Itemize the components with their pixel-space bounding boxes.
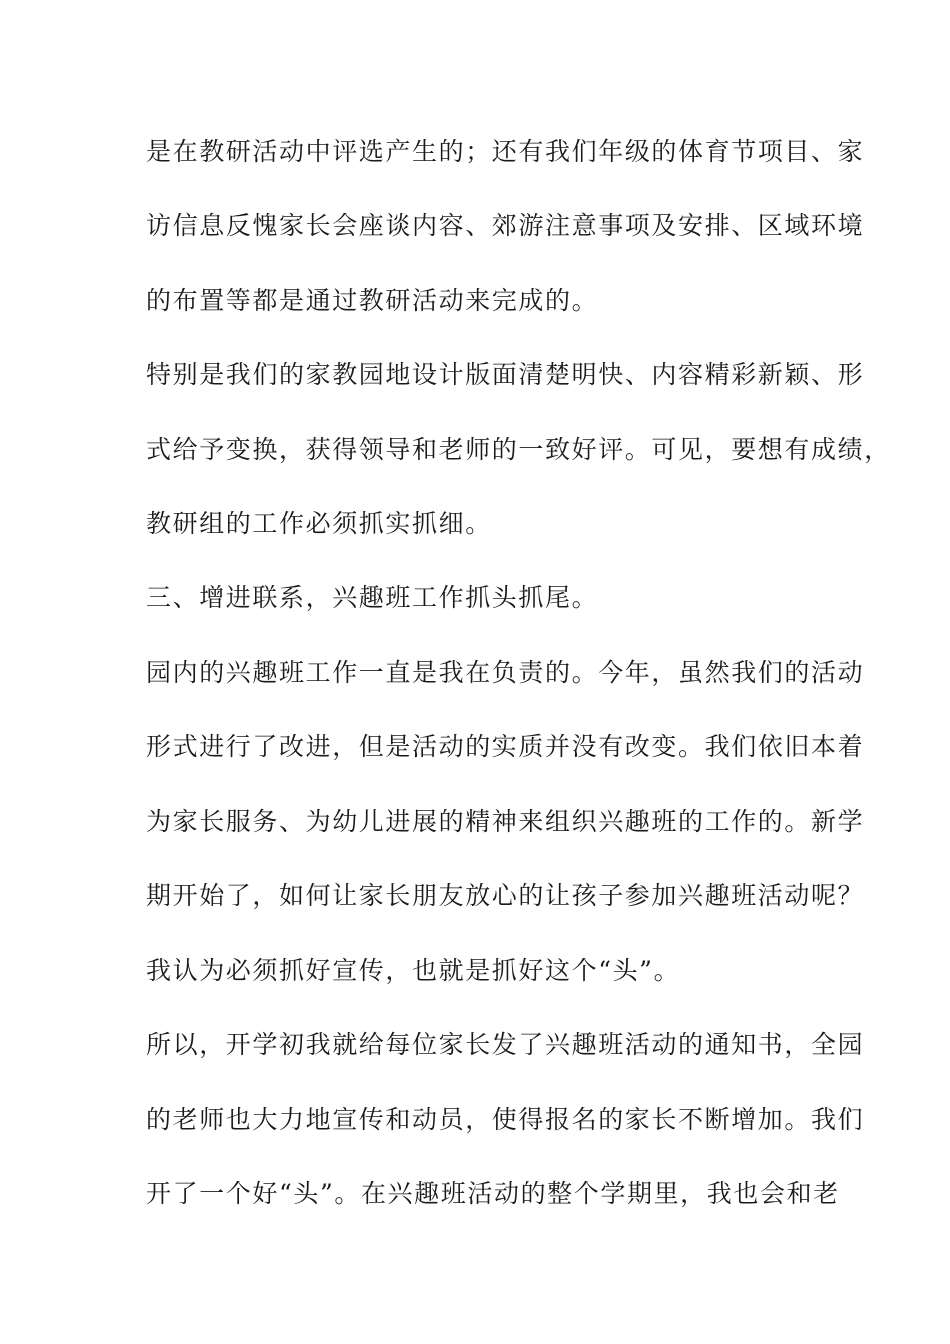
text-line: 为家长服务、为幼儿进展的精神来组织兴趣班的工作的。新学 <box>146 807 865 836</box>
text-line: 期开始了，如何让家长朋友放心的让孩子参加兴趣班活动呢？ <box>146 881 865 910</box>
text-line: 是在教研活动中评选产生的；还有我们年级的体育节项目、家 <box>146 137 865 166</box>
text-line: 特别是我们的家教园地设计版面清楚明快、内容精彩新颖、形 <box>146 360 865 389</box>
text-line: 所以，开学初我就给每位家长发了兴趣班活动的通知书，全园 <box>146 1030 865 1059</box>
text-line: 开了一个好“头”。在兴趣班活动的整个学期里，我也会和老 <box>146 1179 840 1208</box>
text-line: 访信息反愧家长会座谈内容、郊游注意事项及安排、区域环境 <box>146 211 865 240</box>
text-line: 式给予变换，获得领导和老师的一致好评。可见，要想有成绩， <box>146 435 891 464</box>
text-line: 我认为必须抓好宣传，也就是抓好这个“头”。 <box>146 956 681 985</box>
text-line: 的布置等都是通过教研活动来完成的。 <box>146 286 599 315</box>
text-line: 形式进行了改进，但是活动的实质并没有改变。我们依旧本着 <box>146 732 865 761</box>
text-line: 的老师也大力地宣传和动员，使得报名的家长不断增加。我们 <box>146 1105 865 1134</box>
section-heading: 三、增进联系，兴趣班工作抓头抓尾。 <box>146 583 599 612</box>
text-line: 教研组的工作必须抓实抓细。 <box>146 509 492 538</box>
text-line: 园内的兴趣班工作一直是我在负责的。今年，虽然我们的活动 <box>146 658 865 687</box>
